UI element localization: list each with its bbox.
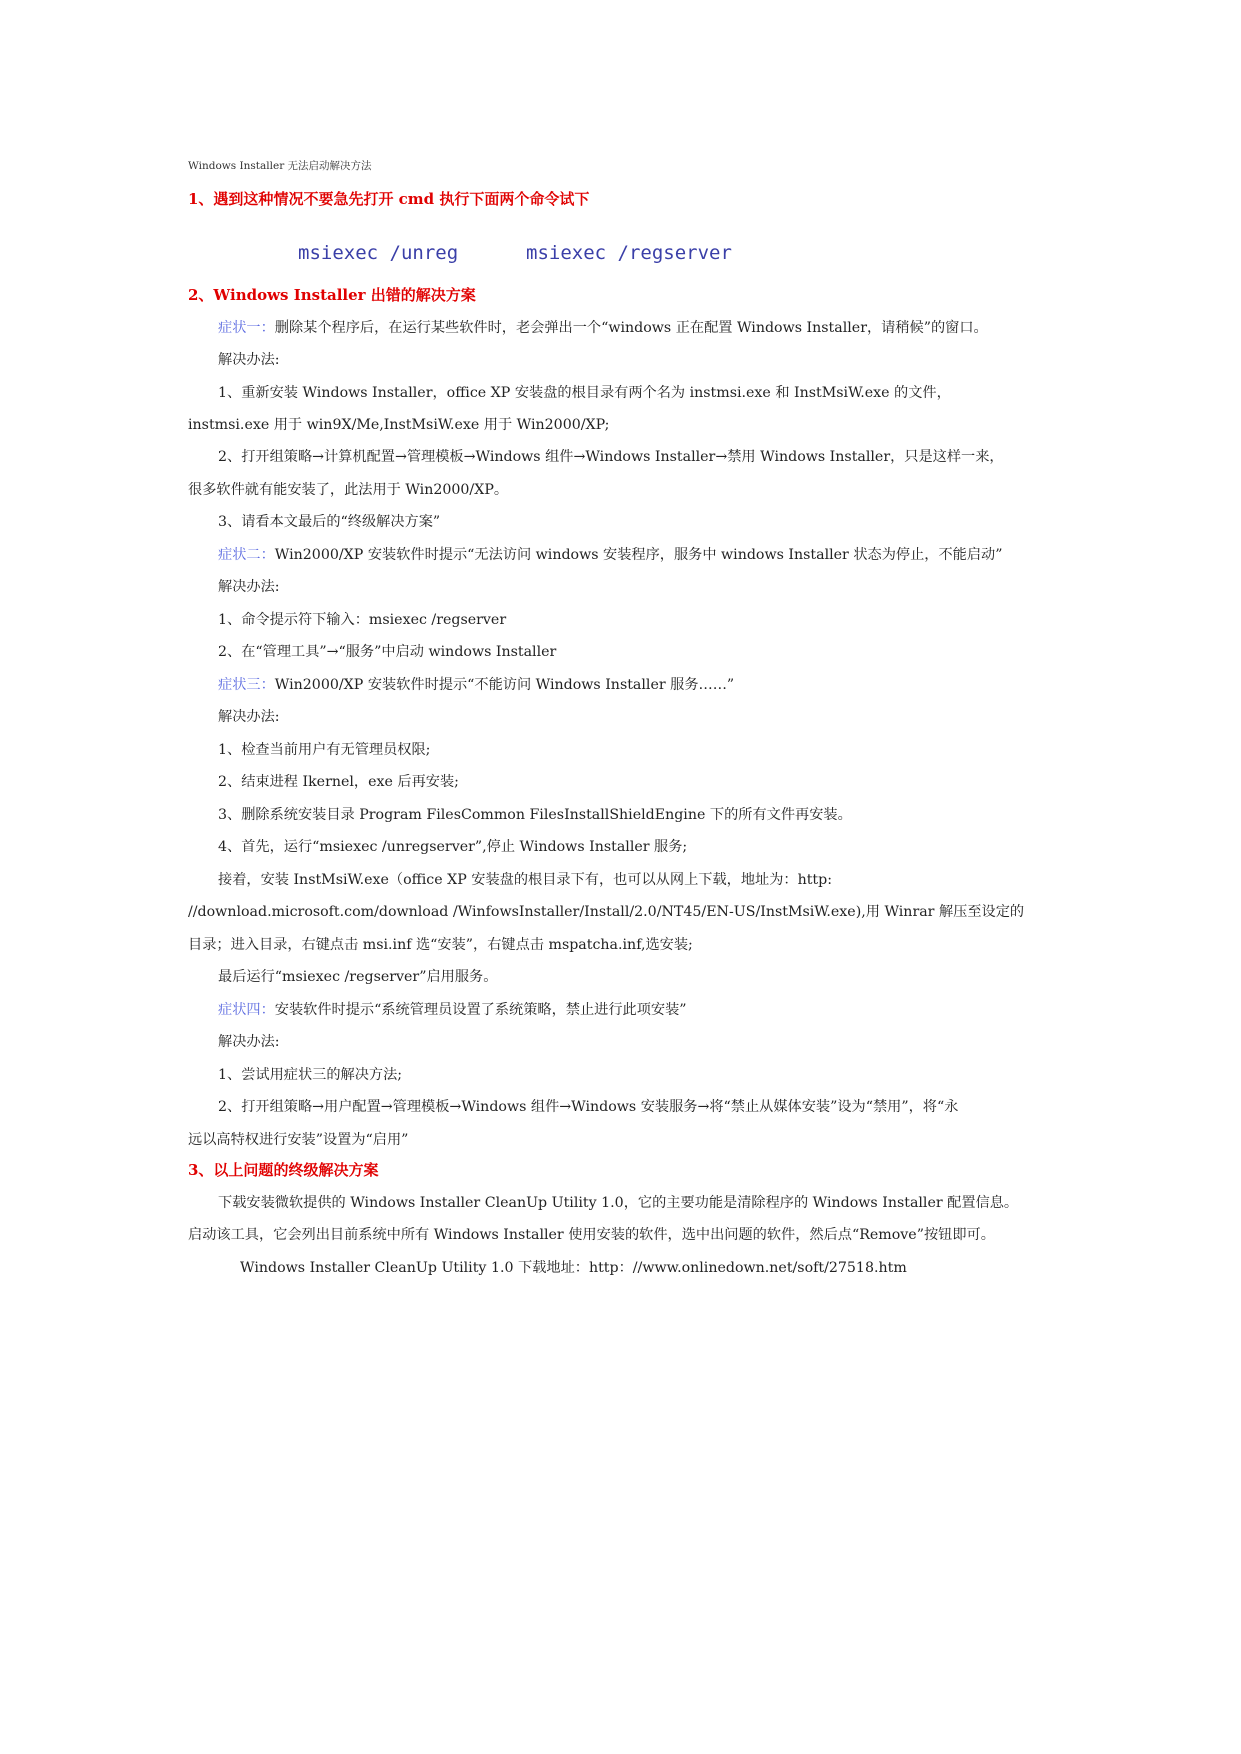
symptom-2-text: Win2000/XP 安装软件时提示“无法访问 windows 安装程序，服务中 windows Installer 状态为停止，不能启动” [274, 547, 1003, 563]
symptom-1-line [218, 318, 988, 338]
symptom-1-step-1-cont: instmsi.exe 用于 win9X/Me,InstMsiW.exe 用于 Win2000/XP; [188, 417, 610, 433]
symptom-1-step-3: 3、请看本文最后的“终级解决方案” [218, 514, 441, 530]
symptom-4-label: 症状四： [218, 1002, 275, 1018]
symptom-4-line [218, 1000, 687, 1020]
symptom-2-step-2: 2、在“管理工具”→“服务”中启动 windows Installer [218, 644, 557, 660]
symptom-3-step-5-cont-1: //download.microsoft.com/download /WinfowsInstaller/Install/2.0/NT45/EN-US/InstMsiW.exe),用 Winrar 解压至设定的 [188, 904, 1025, 920]
symptom-3-line [218, 675, 734, 695]
symptom-3-step-2: 2、结束进程 Ikernel，exe 后再安装; [218, 774, 459, 790]
symptom-3-label: 症状三： [218, 677, 275, 693]
section-2-heading: 2、Windows Installer 出错的解决方案 [188, 286, 476, 304]
symptom-3-step-4: 4、首先，运行“msiexec /unregserver”,停止 Windows Installer 服务; [218, 839, 688, 855]
symptom-4-step-2: 2、打开组策略→用户配置→管理模板→Windows 组件→Windows 安装服务→将“禁止从媒体安装”设为“禁用”，将“永 [218, 1099, 959, 1115]
document-title: Windows Installer 无法启动解决方法 [188, 160, 372, 172]
command-unreg: msiexec /unreg [298, 242, 459, 264]
section-3-paragraph-line-1: 下载安装微软提供的 Windows Installer CleanUp Utility 1.0，它的主要功能是清除程序的 Windows Installer 配置信息。 [218, 1195, 1019, 1211]
symptom-3-step-5: 接着，安装 InstMsiW.exe（office XP 安装盘的根目录下有，也可以从网上下载，地址为：http: [218, 872, 832, 888]
symptom-4-step-2-cont: 远以高特权进行安装”设置为“启用” [188, 1132, 409, 1148]
symptom-1-step-2: 2、打开组策略→计算机配置→管理模板→Windows 组件→Windows Installer→禁用 Windows Installer，只是这样一来， [218, 449, 1004, 465]
symptom-1-step-2-cont: 很多软件就有能安装了，此法用于 Win2000/XP。 [188, 482, 509, 498]
command-regserver: msiexec /regserver [526, 242, 732, 264]
download-address-line: Windows Installer CleanUp Utility 1.0 下载地址：http：//www.onlinedown.net/soft/27518.htm [240, 1260, 907, 1276]
symptom-1-label: 症状一： [218, 320, 275, 336]
section-3-heading: 3、以上问题的终级解决方案 [188, 1161, 379, 1179]
symptom-4-step-1: 1、尝试用症状三的解决方法; [218, 1067, 403, 1083]
symptom-4-text: 安装软件时提示“系统管理员设置了系统策略，禁止进行此项安装” [274, 1002, 687, 1018]
symptom-3-step-3: 3、删除系统安装目录 Program FilesCommon FilesInstallShieldEngine 下的所有文件再安装。 [218, 807, 852, 823]
symptom-2-solution-label: 解决办法: [218, 579, 280, 595]
symptom-1-text: 删除某个程序后，在运行某些软件时，老会弹出一个“windows 正在配置 Windows Installer，请稍候”的窗口。 [274, 320, 988, 336]
symptom-3-solution-label: 解决办法: [218, 709, 280, 725]
symptom-3-step-6: 最后运行“msiexec /regserver”启用服务。 [218, 969, 498, 985]
symptom-1-step-1: 1、重新安装 Windows Installer，office XP 安装盘的根目录有两个名为 instmsi.exe 和 InstMsiW.exe 的文件， [218, 385, 951, 401]
symptom-2-line [218, 545, 1002, 565]
symptom-3-text: Win2000/XP 安装软件时提示“不能访问 Windows Installer 服务……” [274, 677, 735, 693]
symptom-3-step-1: 1、检查当前用户有无管理员权限; [218, 742, 431, 758]
symptom-1-solution-label: 解决办法: [218, 352, 280, 368]
section-1-heading: 1、遇到这种情况不要急先打开 cmd 执行下面两个命令试下 [188, 190, 590, 208]
section-3-paragraph-line-2: 启动该工具，它会列出目前系统中所有 Windows Installer 使用安装的软件，选中出问题的软件，然后点“Remove”按钮即可。 [188, 1227, 995, 1243]
symptom-3-step-5-cont-2: 目录；进入目录，右键点击 msi.inf 选“安装”，右键点击 mspatcha.inf,选安装; [188, 937, 693, 953]
symptom-4-solution-label: 解决办法: [218, 1034, 280, 1050]
symptom-2-step-1: 1、命令提示符下输入：msiexec /regserver [218, 612, 507, 628]
symptom-2-label: 症状二： [218, 547, 275, 563]
